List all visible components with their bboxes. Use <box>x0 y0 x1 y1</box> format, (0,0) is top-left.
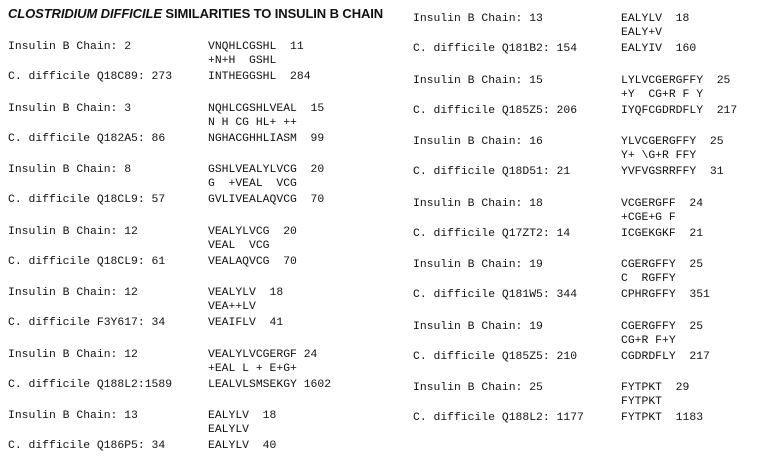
subject-sequence: NGHACGHHLIASM 99 <box>208 132 325 145</box>
subject-sequence: VEALAQVCG 70 <box>208 255 297 268</box>
subject-sequence: LEALVLSMSEKGY 1602 <box>208 378 332 391</box>
query-label: Insulin B Chain: 12 <box>8 225 138 238</box>
query-sequence: VEALYLVCGERGF 24 <box>208 348 318 361</box>
query-sequence: EALYLV 18 <box>208 410 277 422</box>
match-line: +EAL L + E+G+ <box>208 362 297 375</box>
subject-label: C. difficile Q182A5: 86 <box>8 132 166 145</box>
query-label: Insulin B Chain: 15 <box>413 74 543 87</box>
query-label: Insulin B Chain: 13 <box>8 410 138 422</box>
query-label: Insulin B Chain: 19 <box>413 259 543 271</box>
subject-label: C. difficile Q181B2: 154 <box>413 43 578 55</box>
subject-sequence: ICGEKGKF 21 <box>621 227 704 240</box>
match-line: VEAL VCG <box>208 239 270 252</box>
query-sequence: CGERGFFY 25 <box>621 259 704 271</box>
query-sequence: VEALYLV 18 <box>208 287 284 299</box>
alignment-block <box>8 409 348 455</box>
subject-sequence: EALYLV 40 <box>208 440 277 452</box>
subject-sequence: CPHRGFFY 351 <box>621 289 710 301</box>
match-line: C RGFFY <box>621 273 676 285</box>
alignment-block <box>413 74 753 120</box>
match-line: CG+R F+Y <box>621 334 676 347</box>
alignment-block <box>413 135 753 181</box>
subject-sequence: EALYIV 160 <box>621 43 697 55</box>
query-label: Insulin B Chain: 16 <box>413 136 543 148</box>
alignment-block <box>8 225 348 271</box>
query-label: Insulin B Chain: 12 <box>8 287 138 299</box>
alignment-block <box>8 348 348 394</box>
query-label: Insulin B Chain: 13 <box>413 13 543 25</box>
query-sequence: GSHLVEALYLVCG 20 <box>208 164 325 176</box>
alignment-block <box>413 12 753 58</box>
match-line: EALYLV <box>208 424 250 436</box>
query-sequence: CGERGFFY 25 <box>621 320 704 333</box>
match-line: +CGE+G F <box>621 211 676 224</box>
subject-label: C. difficile Q18C89: 273 <box>8 71 173 83</box>
subject-label: C. difficile Q18CL9: 61 <box>8 255 166 268</box>
alignment-block <box>8 286 348 332</box>
alignment-block <box>8 40 348 86</box>
subject-label: C. difficile Q188L2:1589 <box>8 378 173 391</box>
subject-label: C. difficile Q185Z5: 206 <box>413 104 578 117</box>
query-sequence: LYLVCGERGFFY 25 <box>621 74 731 87</box>
title-organism: CLOSTRIDIUM DIFFICILE <box>8 6 162 21</box>
match-line: VEA++LV <box>208 301 256 313</box>
subject-sequence: GVLIVEALAQVCG 70 <box>208 194 325 206</box>
query-sequence: EALYLV 18 <box>621 13 690 25</box>
subject-label: C. difficile F3Y617: 34 <box>8 317 166 329</box>
subject-sequence: VEAIFLV 41 <box>208 317 284 329</box>
alignment-block <box>8 163 348 209</box>
match-line: N H CG HL+ ++ <box>208 116 297 129</box>
subject-sequence: CGDRDFLY 217 <box>621 350 710 363</box>
subject-sequence: IYQFCGDRDFLY 217 <box>621 104 738 117</box>
subject-label: C. difficile Q18D51: 21 <box>413 166 571 178</box>
subject-sequence: YVFVGSRRFFY 31 <box>621 166 724 178</box>
query-label: Insulin B Chain: 8 <box>8 164 132 176</box>
alignment-block <box>8 102 348 148</box>
alignment-block <box>413 258 753 304</box>
match-line: G +VEAL VCG <box>208 178 297 190</box>
subject-sequence: INTHEGGSHL 284 <box>208 71 311 83</box>
query-sequence: VNQHLCGSHL 11 <box>208 41 304 53</box>
subject-label: C. difficile Q18CL9: 57 <box>8 194 166 206</box>
match-line: +N+H GSHL <box>208 55 277 67</box>
query-label: Insulin B Chain: 25 <box>413 382 543 394</box>
query-sequence: VCGERGFF 24 <box>621 197 704 210</box>
figure-title <box>8 6 383 21</box>
subject-label: C. difficile Q188L2: 1177 <box>413 412 584 424</box>
subject-label: C. difficile Q17ZT2: 14 <box>413 227 571 240</box>
title-rest: SIMILARITIES TO INSULIN B CHAIN <box>161 6 384 21</box>
match-line: EALY+V <box>621 27 663 39</box>
alignment-block <box>413 197 753 243</box>
query-label: Insulin B Chain: 12 <box>8 348 138 361</box>
match-line: +Y CG+R F Y <box>621 88 704 101</box>
subject-label: C. difficile Q185Z5: 210 <box>413 350 578 363</box>
query-label: Insulin B Chain: 2 <box>8 41 132 53</box>
query-label: Insulin B Chain: 18 <box>413 197 543 210</box>
subject-sequence: FYTPKT 1183 <box>621 412 704 424</box>
query-label: Insulin B Chain: 19 <box>413 320 543 333</box>
subject-label: C. difficile Q186P5: 34 <box>8 440 166 452</box>
match-line: FYTPKT <box>621 396 663 408</box>
query-sequence: NQHLCGSHLVEAL 15 <box>208 102 325 115</box>
query-label: Insulin B Chain: 3 <box>8 102 132 115</box>
subject-label: C. difficile Q181W5: 344 <box>413 289 578 301</box>
alignment-block <box>413 381 753 427</box>
alignment-block <box>413 320 753 366</box>
query-sequence: VEALYLVCG 20 <box>208 225 297 238</box>
match-line: Y+ \G+R FFY <box>621 150 697 162</box>
query-sequence: YLVCGERGFFY 25 <box>621 136 724 148</box>
query-sequence: FYTPKT 29 <box>621 382 690 394</box>
